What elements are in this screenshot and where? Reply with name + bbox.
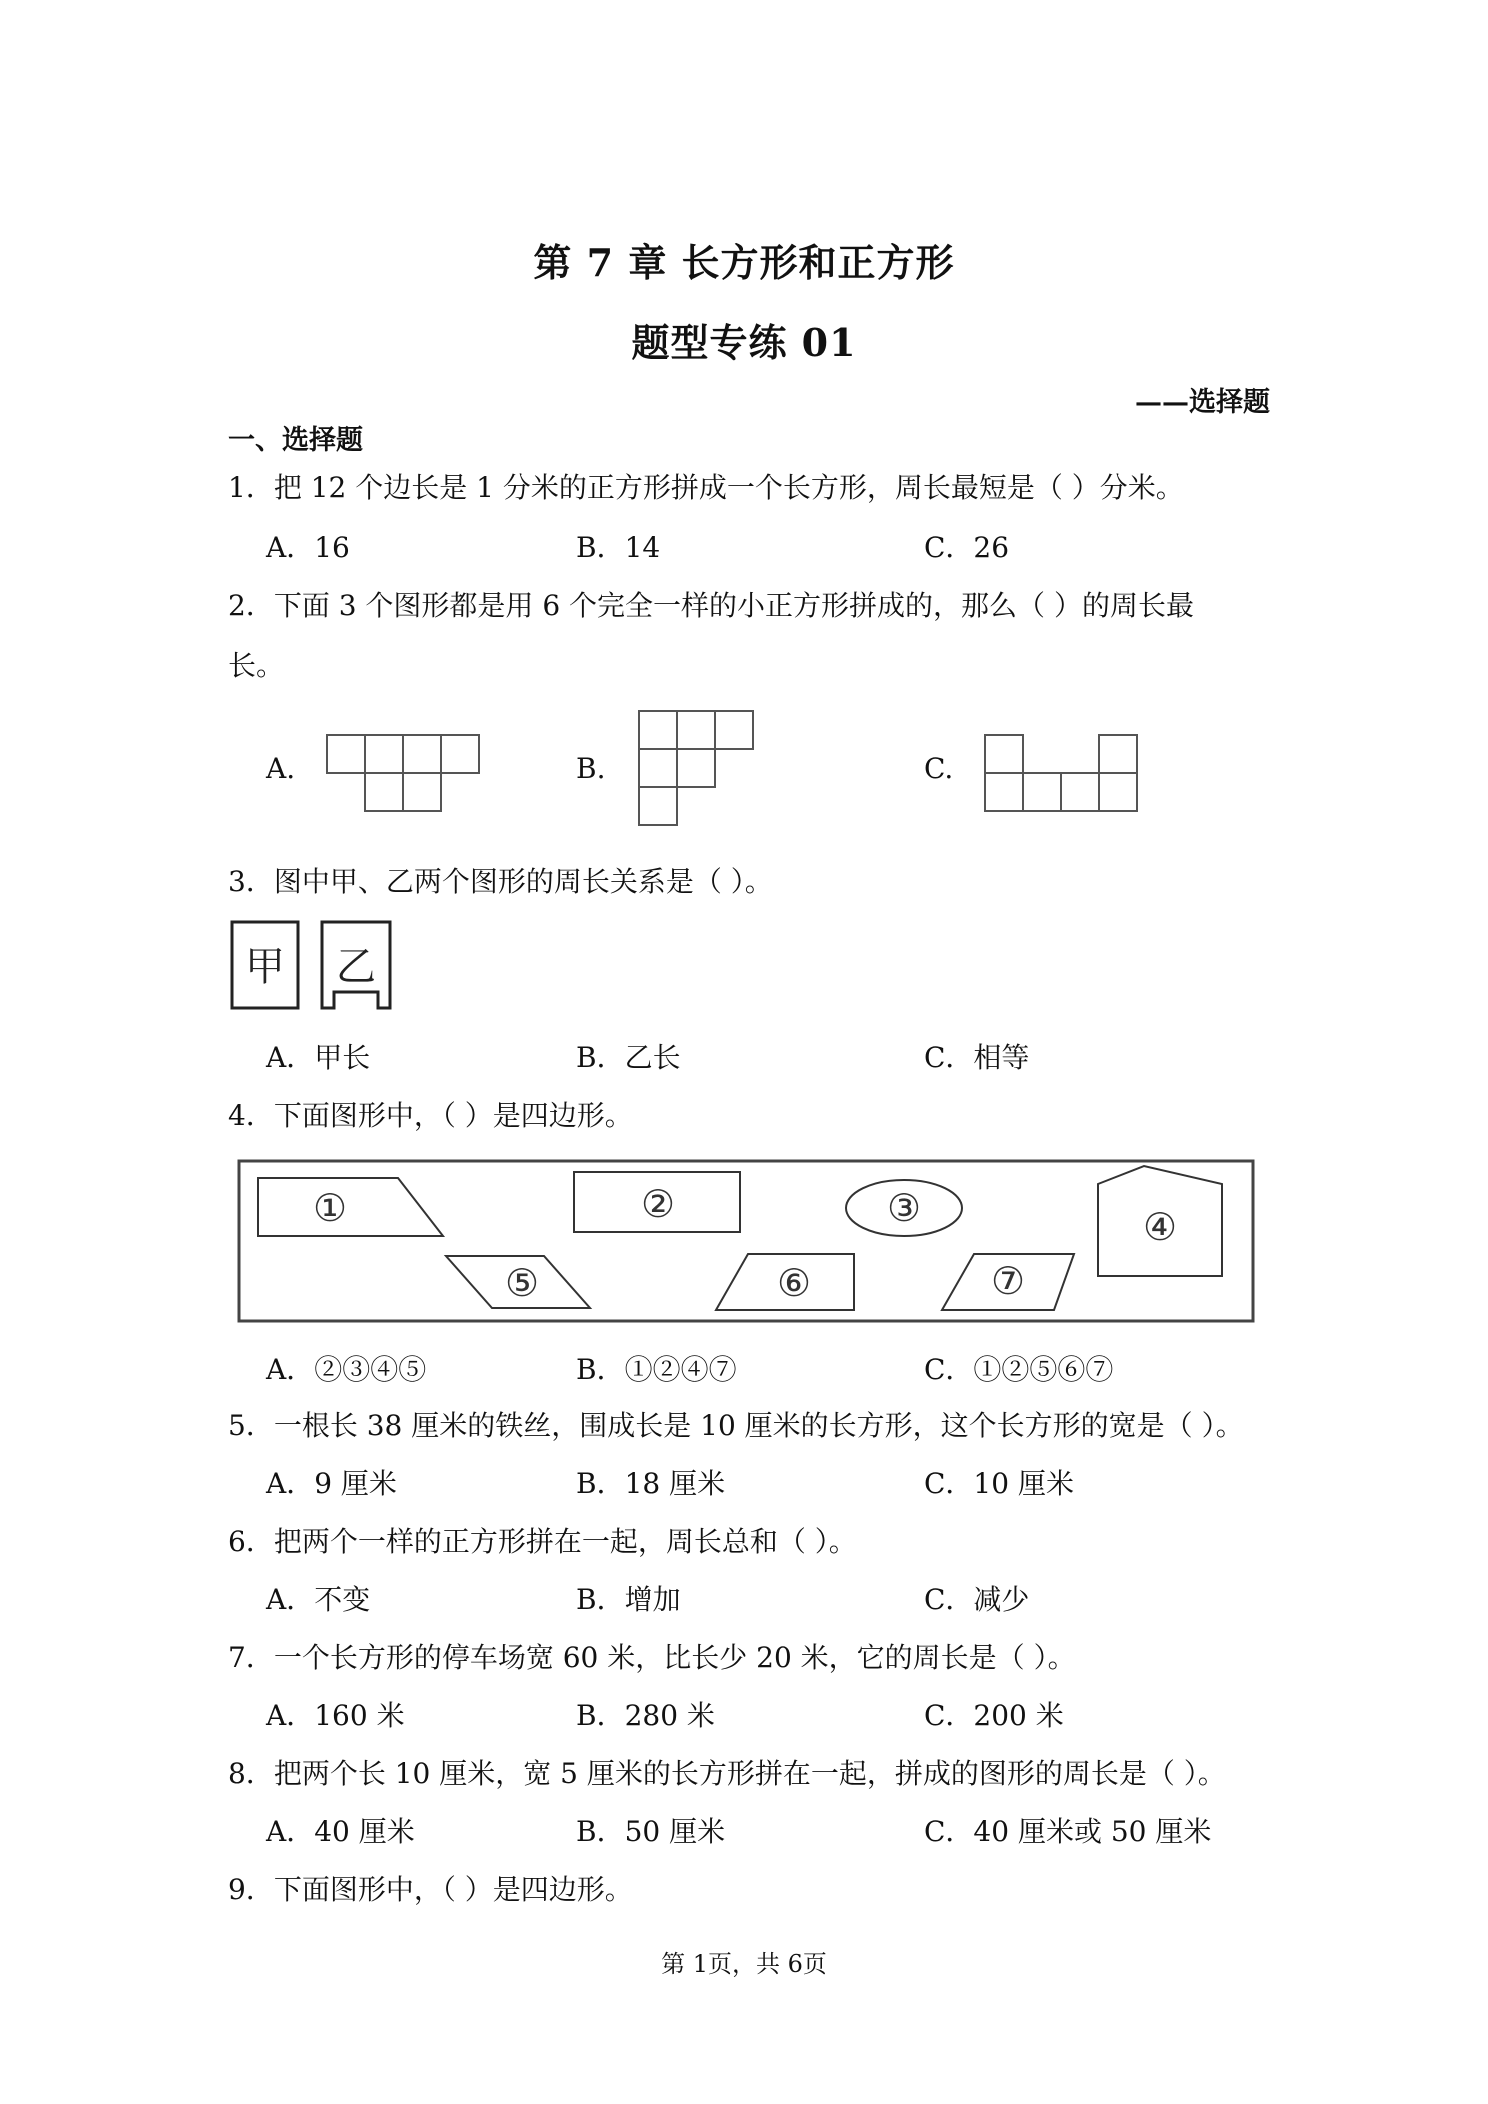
question-7-stem: 7．一个长方形的停车场宽 60 米，比长少 20 米，它的周长是（ ）。: [228, 1641, 1076, 1674]
question-2-stem: 2．下面 3 个图形都是用 6 个完全一样的小正方形拼成的，那么（ ）的周长最: [228, 589, 1194, 622]
question-2-figure-b: [638, 710, 756, 828]
question-1-stem: 1．把 12 个边长是 1 分米的正方形拼成一个长方形，周长最短是（ ）分米。: [228, 471, 1184, 504]
question-8-option-c: C．40 厘米或 50 厘米: [924, 1815, 1212, 1848]
question-6-option-a: A．不变: [266, 1583, 371, 1616]
question-3-option-a: A．甲长: [266, 1041, 371, 1074]
figure-label-5: ⑤: [504, 1261, 540, 1305]
question-4-figure: [238, 1160, 1254, 1322]
question-7-option-c: C．200 米: [924, 1699, 1064, 1732]
figure-label-yi: 乙: [336, 944, 376, 990]
question-5-stem: 5．一根长 38 厘米的铁丝，围成长是 10 厘米的长方形，这个长方形的宽是（ ）。: [228, 1409, 1244, 1442]
question-5-option-a: A．9 厘米: [266, 1467, 397, 1500]
question-9-stem: 9．下面图形中，（ ）是四边形。: [228, 1873, 633, 1906]
question-1-option-c: C．26: [924, 531, 1010, 564]
chapter-title: 第 7 章 长方形和正方形: [533, 240, 955, 285]
figure-label-jia: 甲: [245, 944, 285, 990]
question-3-figure: [230, 920, 400, 1010]
question-5-option-c: C．10 厘米: [924, 1467, 1074, 1500]
figure-label-7: ⑦: [990, 1259, 1026, 1303]
figure-label-1: ①: [312, 1186, 348, 1230]
question-2-option-a: A.: [266, 752, 296, 785]
question-2-figure-a: [326, 734, 482, 812]
page-number: 第 1页，共 6页: [661, 1950, 827, 1978]
question-8-option-b: B．50 厘米: [576, 1815, 726, 1848]
section-heading: 一、选择题: [228, 425, 363, 456]
question-6-stem: 6．把两个一样的正方形拼在一起，周长总和（ ）。: [228, 1525, 857, 1558]
question-1-option-b: B．14: [576, 531, 661, 564]
question-5-option-b: B．18 厘米: [576, 1467, 726, 1500]
question-7-option-b: B．280 米: [576, 1699, 715, 1732]
question-1-option-a: A．16: [266, 531, 350, 564]
question-8-stem: 8．把两个长 10 厘米，宽 5 厘米的长方形拼在一起，拼成的图形的周长是（ ）。: [228, 1757, 1226, 1790]
question-type-label: ——选择题: [1135, 387, 1270, 418]
question-3-option-c: C．相等: [924, 1041, 1030, 1074]
question-7-option-a: A．160 米: [266, 1699, 405, 1732]
question-3-option-b: B．乙长: [576, 1041, 681, 1074]
question-2-figure-c: [984, 734, 1140, 812]
question-2-option-c: C.: [924, 752, 954, 785]
figure-label-6: ⑥: [776, 1261, 812, 1305]
question-2-stem-continued: 长。: [228, 649, 285, 682]
figure-label-2: ②: [640, 1182, 676, 1226]
question-6-option-b: B．增加: [576, 1583, 681, 1616]
question-4-option-b: B．①②④⑦: [576, 1353, 737, 1386]
question-4-option-a: A．②③④⑤: [266, 1353, 427, 1386]
question-3-stem: 3．图中甲、乙两个图形的周长关系是（ ）。: [228, 865, 773, 898]
figure-label-3: ③: [886, 1186, 922, 1230]
worksheet-subtitle: 题型专练 01: [631, 320, 857, 365]
question-4-stem: 4．下面图形中，（ ）是四边形。: [228, 1099, 633, 1132]
question-2-option-b: B.: [576, 752, 606, 785]
question-6-option-c: C．减少: [924, 1583, 1030, 1616]
figure-label-4: ④: [1142, 1205, 1178, 1249]
question-8-option-a: A．40 厘米: [266, 1815, 415, 1848]
question-4-option-c: C．①②⑤⑥⑦: [924, 1353, 1114, 1386]
